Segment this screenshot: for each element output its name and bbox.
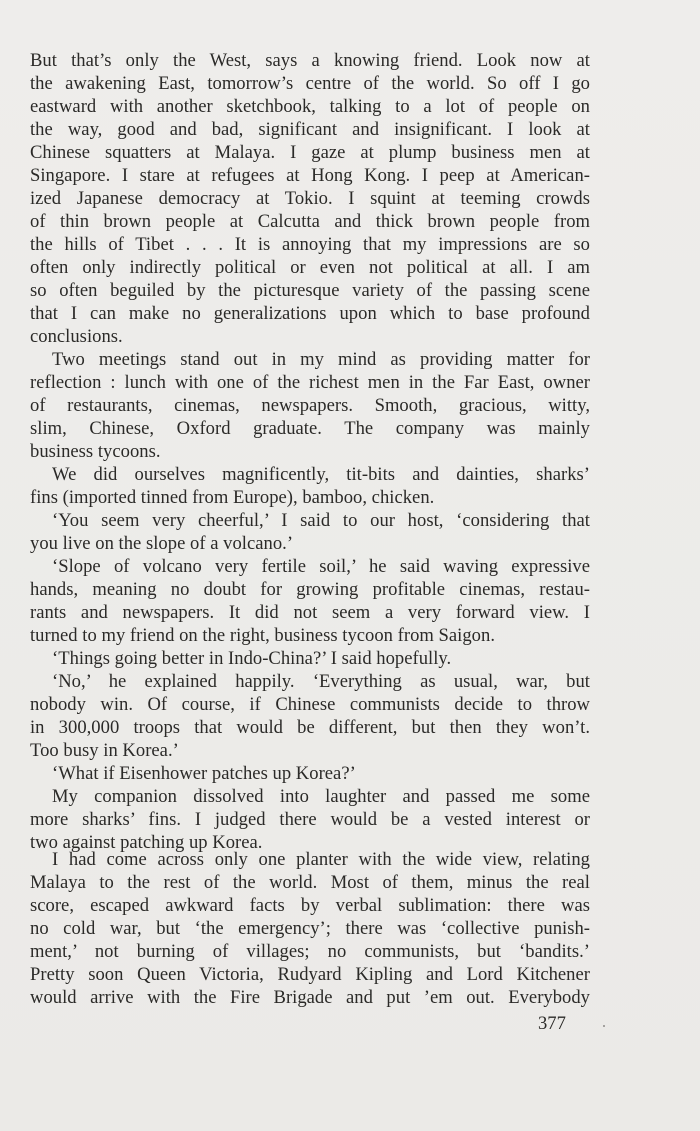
- text-line: in 300,000 troops that would be different, but then they won’t.: [30, 717, 590, 738]
- text-line: eastward with another sketchbook, talking to a lot of people on: [30, 96, 590, 117]
- text-line: the hills of Tibet . . . It is annoying that my impressions are so: [30, 234, 590, 255]
- text-line: ment,’ not burning of villages; no communists, but ‘bandits.’: [30, 941, 590, 962]
- text-line: We did ourselves magnificently, tit-bits and dainties, sharks’: [52, 464, 590, 485]
- text-line: fins (imported tinned from Europe), bamboo, chicken.: [30, 487, 435, 508]
- text-line: turned to my friend on the right, business tycoon from Saigon.: [30, 625, 495, 646]
- text-line: hands, meaning no doubt for growing profitable cinemas, restau-: [30, 579, 590, 600]
- text-line: slim, Chinese, Oxford graduate. The company was mainly: [30, 418, 590, 439]
- text-line: the way, good and bad, significant and insignificant. I look at: [30, 119, 590, 140]
- text-line: of restaurants, cinemas, newspapers. Smooth, gracious, witty,: [30, 395, 590, 416]
- text-line: I had come across only one planter with the wide view, relating: [52, 849, 590, 870]
- text-block-first: [30, 49, 590, 854]
- text-line: reflection : lunch with one of the richest men in the Far East, owner: [30, 372, 590, 393]
- text-block-second: [30, 848, 590, 1009]
- text-line: score, escaped awkward facts by verbal sublimation: there was: [30, 895, 590, 916]
- text-line: so often beguiled by the picturesque variety of the passing scene: [30, 280, 590, 301]
- text-line: conclusions.: [30, 326, 123, 347]
- text-line: ‘No,’ he explained happily. ‘Everything as usual, war, but: [52, 671, 590, 692]
- text-line: Two meetings stand out in my mind as providing matter for: [52, 349, 590, 370]
- text-line: no cold war, but ‘the emergency’; there was ‘collective punish-: [30, 918, 590, 939]
- text-line: two against patching up Korea.: [30, 832, 263, 853]
- text-line: nobody win. Of course, if Chinese communists decide to throw: [30, 694, 590, 715]
- page-number: 377: [538, 1013, 566, 1034]
- text-line: business tycoons.: [30, 441, 161, 462]
- text-line: more sharks’ fins. I judged there would be a vested interest or: [30, 809, 590, 830]
- text-line: would arrive with the Fire Brigade and put ’em out. Everybody: [30, 987, 590, 1008]
- text-line: the awakening East, tomorrow’s centre of the world. So off I go: [30, 73, 590, 94]
- speck: [603, 1025, 605, 1027]
- text-line: Too busy in Korea.’: [30, 740, 179, 761]
- text-line: Singapore. I stare at refugees at Hong Kong. I peep at American-: [30, 165, 590, 186]
- text-line: ‘You seem very cheerful,’ I said to our host, ‘considering that: [52, 510, 590, 531]
- text-line: often only indirectly political or even not political at all. I am: [30, 257, 590, 278]
- text-line: you live on the slope of a volcano.’: [30, 533, 294, 554]
- text-line: My companion dissolved into laughter and passed me some: [52, 786, 590, 807]
- text-line: rants and newspapers. It did not seem a very forward view. I: [30, 602, 590, 623]
- text-line: ‘Slope of volcano very fertile soil,’ he said waving expressive: [52, 556, 590, 577]
- text-line: that I can make no generalizations upon which to base profound: [30, 303, 590, 324]
- text-line: Chinese squatters at Malaya. I gaze at plump business men at: [30, 142, 590, 163]
- text-line: Malaya to the rest of the world. Most of them, minus the real: [30, 872, 590, 893]
- text-line: ‘What if Eisenhower patches up Korea?’: [52, 763, 356, 784]
- text-line: of thin brown people at Calcutta and thick brown people from: [30, 211, 590, 232]
- text-line: ized Japanese democracy at Tokio. I squint at teeming crowds: [30, 188, 590, 209]
- text-line: Pretty soon Queen Victoria, Rudyard Kipling and Lord Kitchener: [30, 964, 590, 985]
- text-line: ‘Things going better in Indo-China?’ I said hopefully.: [52, 648, 452, 669]
- text-line: But that’s only the West, says a knowing friend. Look now at: [30, 50, 590, 71]
